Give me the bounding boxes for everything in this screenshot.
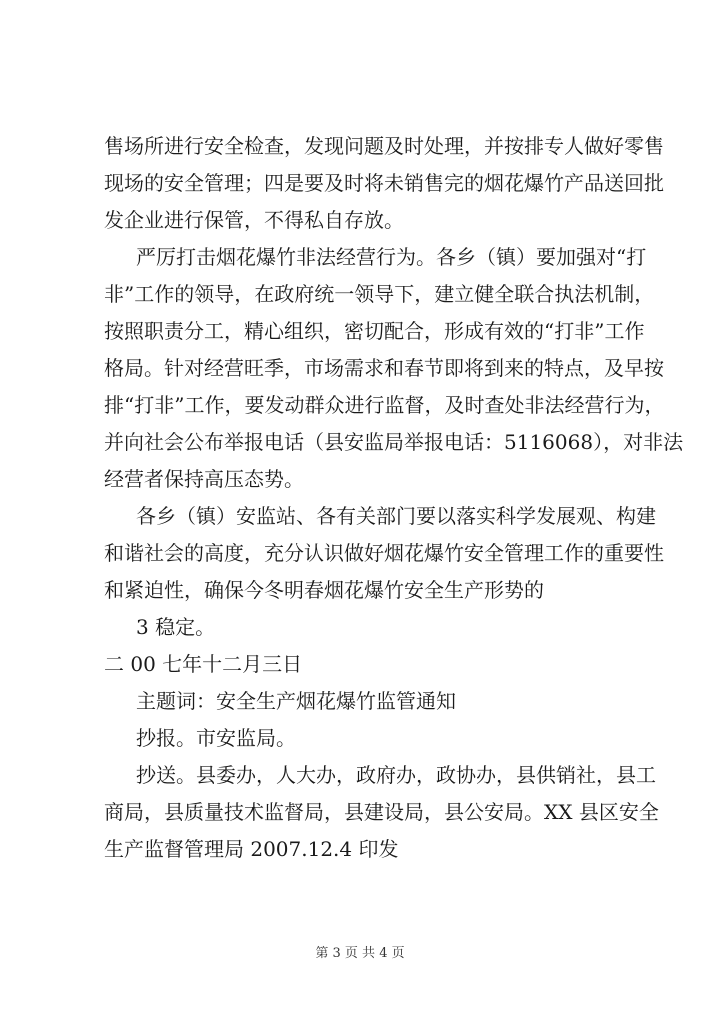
date-line: 二 00 七年十二月三日	[104, 652, 303, 676]
text-line: 和紧迫性，确保今冬明春烟花爆竹安全生产形势的	[104, 578, 544, 602]
text-line: 生产监督管理局 2007.12.4 印发	[104, 837, 399, 861]
text-line: 非”工作的领导，在政府统一领导下，建立健全联合执法机制，	[104, 282, 655, 306]
text-line: 售场所进行安全检查，发现问题及时处理，并按排专人做好零售	[104, 134, 664, 158]
text-line: 按照职责分工，精心组织，密切配合，形成有效的“打非”工作	[104, 319, 645, 343]
paragraph-start-line: 各乡（镇）安监站、各有关部门要以落实科学发展观、构建	[136, 504, 656, 528]
paragraph-start-line: 3 稳定。	[136, 615, 216, 639]
text-line: 排“打非”工作，要发动群众进行监督，及时查处非法经营行为，	[104, 393, 665, 417]
text-line: 格局。针对经营旺季，市场需求和春节即将到来的特点，及早按	[104, 356, 664, 380]
paragraph-start-line: 严厉打击烟花爆竹非法经营行为。各乡（镇）要加强对“打	[136, 245, 647, 269]
text-line: 经营者保持高压态势。	[104, 467, 304, 491]
document-body	[104, 128, 684, 868]
text-line: 商局，县质量技术监督局，县建设局，县公安局。XX 县区安全	[104, 800, 659, 824]
page-number-footer: 第 3 页 共 4 页	[315, 946, 405, 961]
text-line: 发企业进行保管，不得私自存放。	[104, 208, 404, 232]
cc-report-line: 抄报。市安监局。	[136, 726, 296, 750]
text-line: 和谐社会的高度，充分认识做好烟花爆竹安全管理工作的重要性	[104, 541, 664, 565]
text-line: 并向社会公布举报电话（县安监局举报电话：5116068），对非法	[104, 430, 684, 454]
subject-line: 主题词：安全生产烟花爆竹监管通知	[136, 689, 456, 713]
cc-send-line: 抄送。县委办，人大办，政府办，政协办，县供销社，县工	[136, 763, 656, 787]
text-line: 现场的安全管理；四是要及时将未销售完的烟花爆竹产品送回批	[104, 171, 664, 195]
